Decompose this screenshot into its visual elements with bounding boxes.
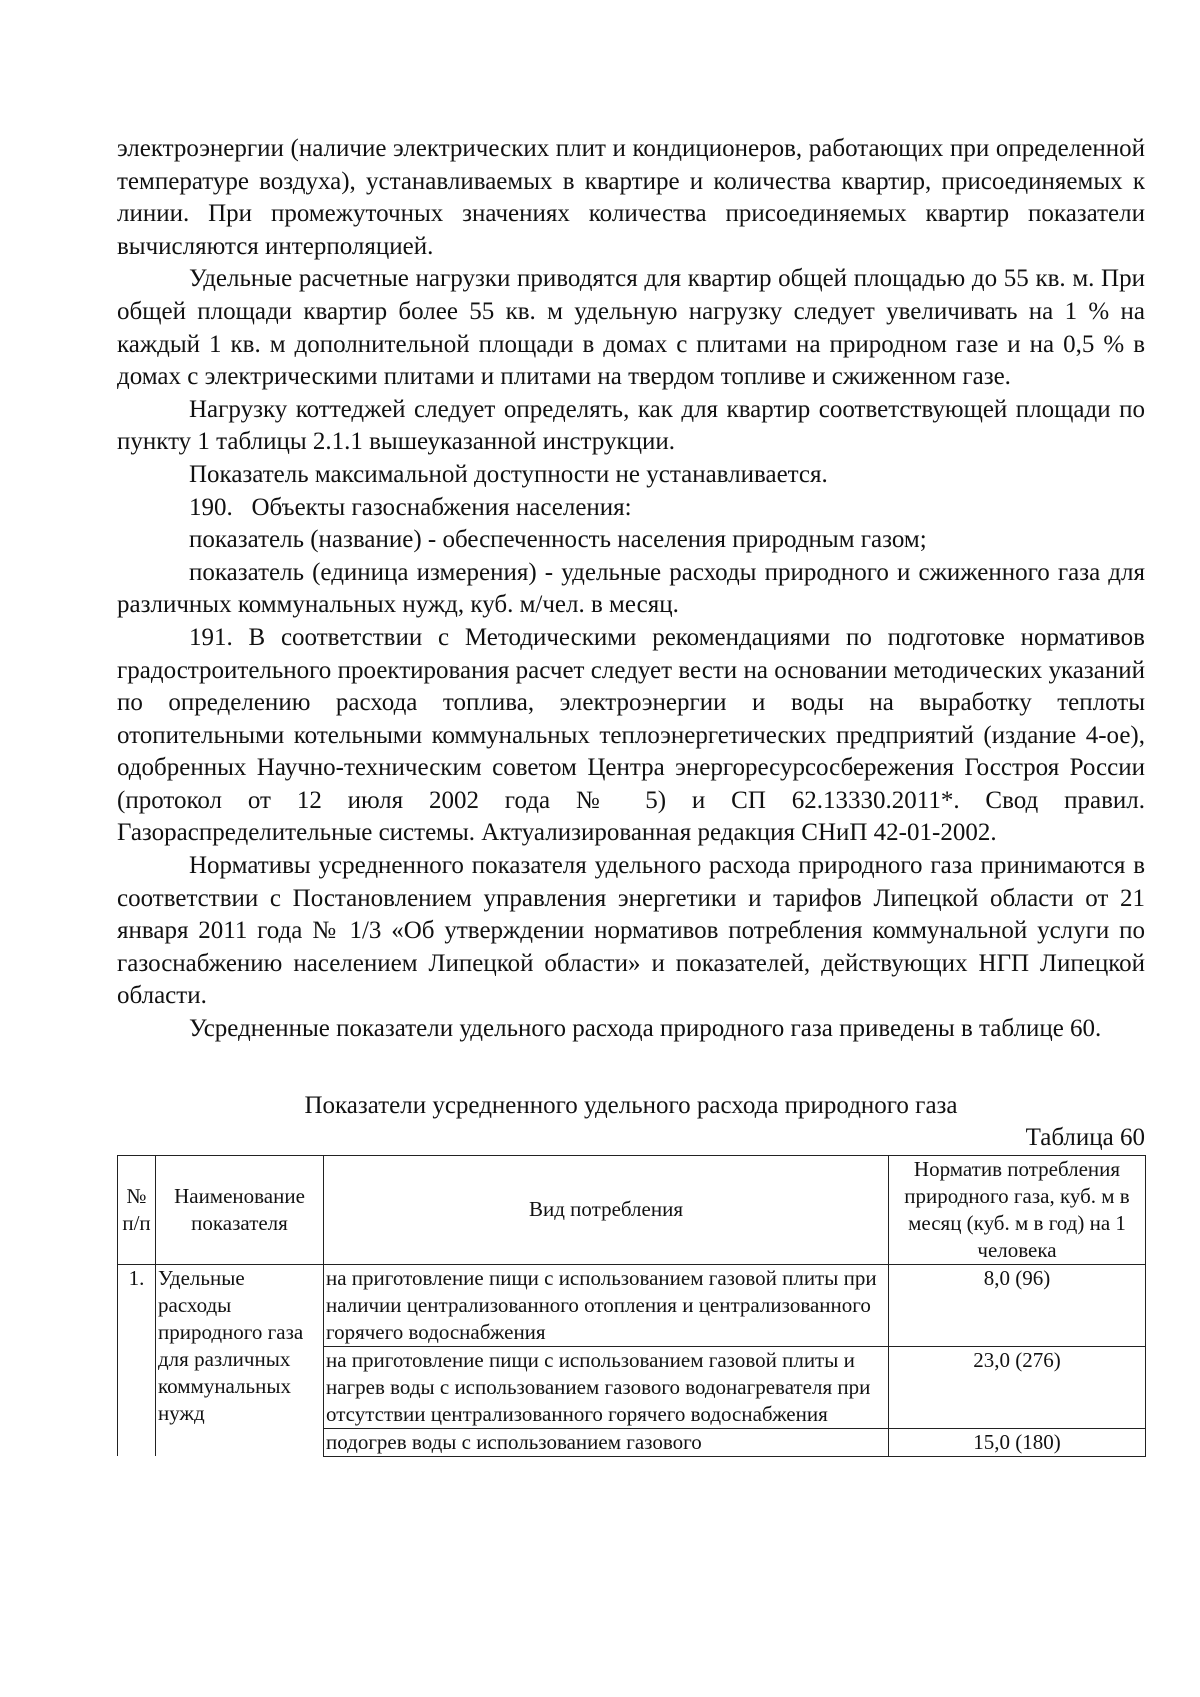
row-value: 8,0 (96)	[889, 1264, 1146, 1346]
table-caption: Показатели усредненного удельного расхода природного газа	[304, 1091, 958, 1119]
paragraph-norms: Нормативы усредненного показателя удельного расхода природного газа принимаются в соответствии с Постановлением управления энергетики и тарифов Липецкой области от 21 января 2011 года № 1/3 «Об утверждении нормативов потребления коммунальной услуги по газоснабжению населением Липецкой области» и показателей, действующих НГП Липецкой области.	[117, 852, 1145, 1010]
paragraph-max-availability: Показатель максимальной доступности не устанавливается.	[189, 460, 828, 488]
row-type: подогрев воды с использованием газового	[324, 1428, 889, 1456]
row-name: Удельные расходы природного газа для различных коммунальных нужд	[156, 1264, 324, 1456]
paragraph-specific-loads: Удельные расчетные нагрузки приводятся для квартир общей площадью до 55 кв. м. При общей площади квартир более 55 кв. м удельную нагрузку следует увеличивать на 1 % на каждый 1 кв. м дополнительной площади в домах с плитами на природном газе и на 0,5 % в домах с электрическими плитами и плитами на твердом топливе и сжиженном газе.	[117, 265, 1145, 391]
header-num: № п/п	[118, 1155, 156, 1264]
header-type: Вид потребления	[324, 1155, 889, 1264]
paragraph-table-ref: Усредненные показатели удельного расхода природного газа приведены в таблице 60.	[189, 1015, 1102, 1043]
paragraph-indicator-name: показатель (название) - обеспеченность населения природным газом;	[189, 526, 927, 554]
gas-consumption-table	[117, 1155, 1146, 1457]
table-row	[118, 1264, 1146, 1346]
paragraph-191: 191. В соответствии с Методическими рекомендациями по подготовке нормативов градостроительного проектирования расчет следует вести на основании методических указаний по определению расхода топлива, электроэнергии и воды на выработку теплоты отопительными котельными коммунальных теплоэнергетических предприятий (издание 4-ое), одобренных Научно-техническим советом Центра энергоресурсосбережения Госстроя России (протокол от 12 июля 2002 года № 5) и СП 62.13330.2011*. Свод правил. Газораспределительные системы. Актуализированная редакция СНиП 42-01-2002.	[117, 623, 1145, 847]
row-value: 15,0 (180)	[889, 1428, 1146, 1456]
paragraph-cottages: Нагрузку коттеджей следует определять, как для квартир соответствующей площади по пункту 1 таблицы 2.1.1 вышеуказанной инструкции.	[117, 395, 1145, 456]
header-name: Наименование показателя	[156, 1155, 324, 1264]
table-header-row	[118, 1155, 1146, 1264]
paragraph-electricity: электроэнергии (наличие электрических плит и кондиционеров, работающих при определенной температуре воздуха), устанавливаемых в квартире и количества квартир, присоединяемых к линии. При промежуточных значениях количества присоединяемых квартир показатели вычисляются интерполяцией.	[117, 135, 1145, 260]
header-norm: Норматив потребления природного газа, куб. м в месяц (куб. м в год) на 1 человека	[889, 1155, 1146, 1264]
table-number: Таблица 60	[1025, 1124, 1145, 1152]
paragraph-190: 190. Объекты газоснабжения населения:	[189, 493, 632, 521]
document-page	[117, 133, 1145, 1457]
row-value: 23,0 (276)	[889, 1346, 1146, 1428]
row-type: на приготовление пищи с использованием газовой плиты при наличии централизованного отопления и централизованного горячего водоснабжения	[324, 1264, 889, 1346]
row-num: 1.	[118, 1264, 156, 1456]
paragraph-indicator-unit: показатель (единица измерения) - удельные расходы природного и сжиженного газа для различных коммунальных нужд, куб. м/чел. в месяц.	[117, 558, 1145, 619]
row-type: на приготовление пищи с использованием газовой плиты и нагрев воды с использованием газового водонагревателя при отсутствии централизованного горячего водоснабжения	[324, 1346, 889, 1428]
